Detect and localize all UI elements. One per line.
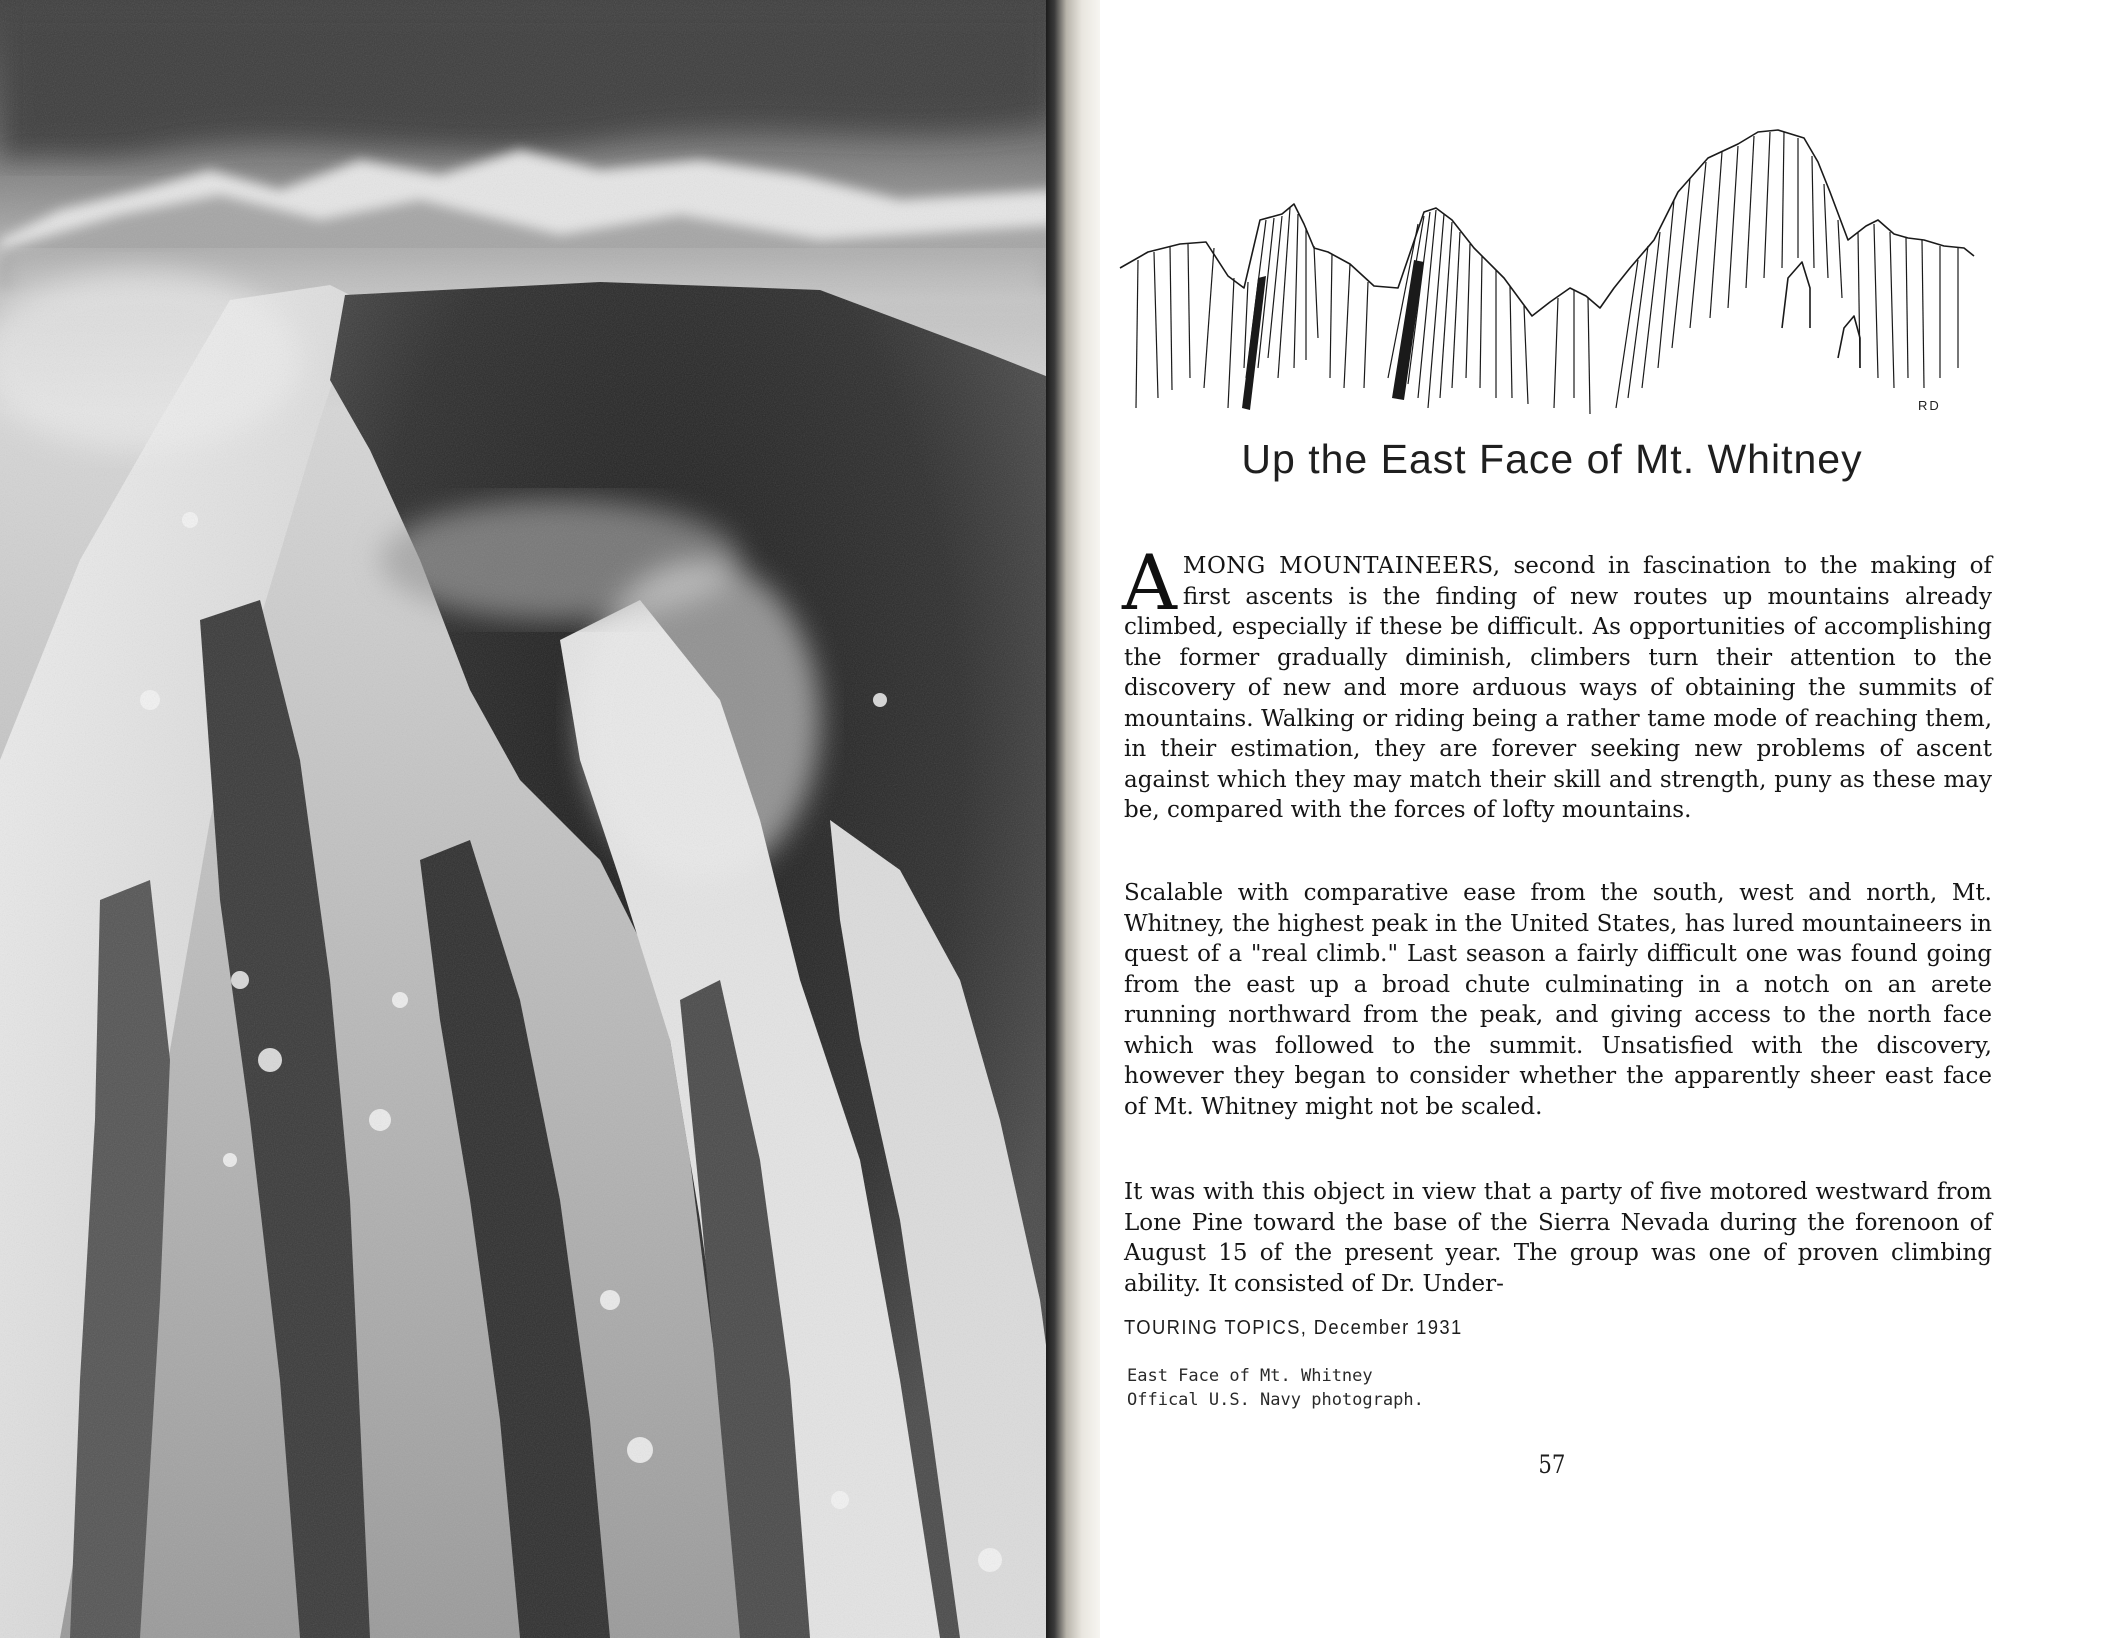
drop-cap: A xyxy=(1122,538,1177,627)
photo-caption: East Face of Mt. Whitney Offical U.S. Navy photograph. xyxy=(1127,1366,1424,1410)
source-citation: TOURING TOPICS, December 1931 xyxy=(1124,1317,1463,1339)
paragraph-1 xyxy=(1122,538,1992,826)
mountain-photograph xyxy=(0,0,1056,1638)
page-number: 57 xyxy=(1538,1450,1566,1479)
mountain-photo-icon xyxy=(0,0,1056,1638)
paragraph-1-text: second in fascination to the making of first ascents is the finding of new routes up mountains already climbed, especially if these be difficult. As opportunities of accomplishing the former gradually diminish, climbers turn their attention to the discovery of new and more arduous ways of obtaining the summits of mountains. Walking or riding being a rather tame mode of reaching them, in their estimation, they are forever seeking new problems of ascent against which they may match their skill and strength, puny as these may be, compared with the forces of lofty mountains. xyxy=(1124,553,1992,823)
book-gutter xyxy=(1046,0,1106,1638)
paragraph-3: It was with this object in view that a party of five motored westward from Lone Pine toward the base of the Sierra Nevada during the forenoon of August 15 of the present year. The group was one of proven climbing ability. It consisted of Dr. Under- xyxy=(1124,1179,1992,1297)
mountain-range-sketch-icon xyxy=(1118,128,1976,424)
lead-in: MONG MOUNTAINEERS, xyxy=(1182,553,1501,579)
article-title: Up the East Face of Mt. Whitney xyxy=(1241,436,1863,482)
paragraph-2: Scalable with comparative ease from the south, west and north, Mt. Whitney, the highest peak in the United States, has lured mountaineers in quest of a "real climb." Last season a fairly difficult one was found going from the east up a broad chute culminating in a notch on an arete running northward from the peak, and giving access to the north face which was followed to the summit. Unsatisfied with the discovery, however they began to consider whether the apparently sheer east face of Mt. Whitney might not be scaled. xyxy=(1124,880,1992,1120)
artist-initials: RD xyxy=(1918,398,1941,413)
article-page xyxy=(1100,0,2121,1638)
